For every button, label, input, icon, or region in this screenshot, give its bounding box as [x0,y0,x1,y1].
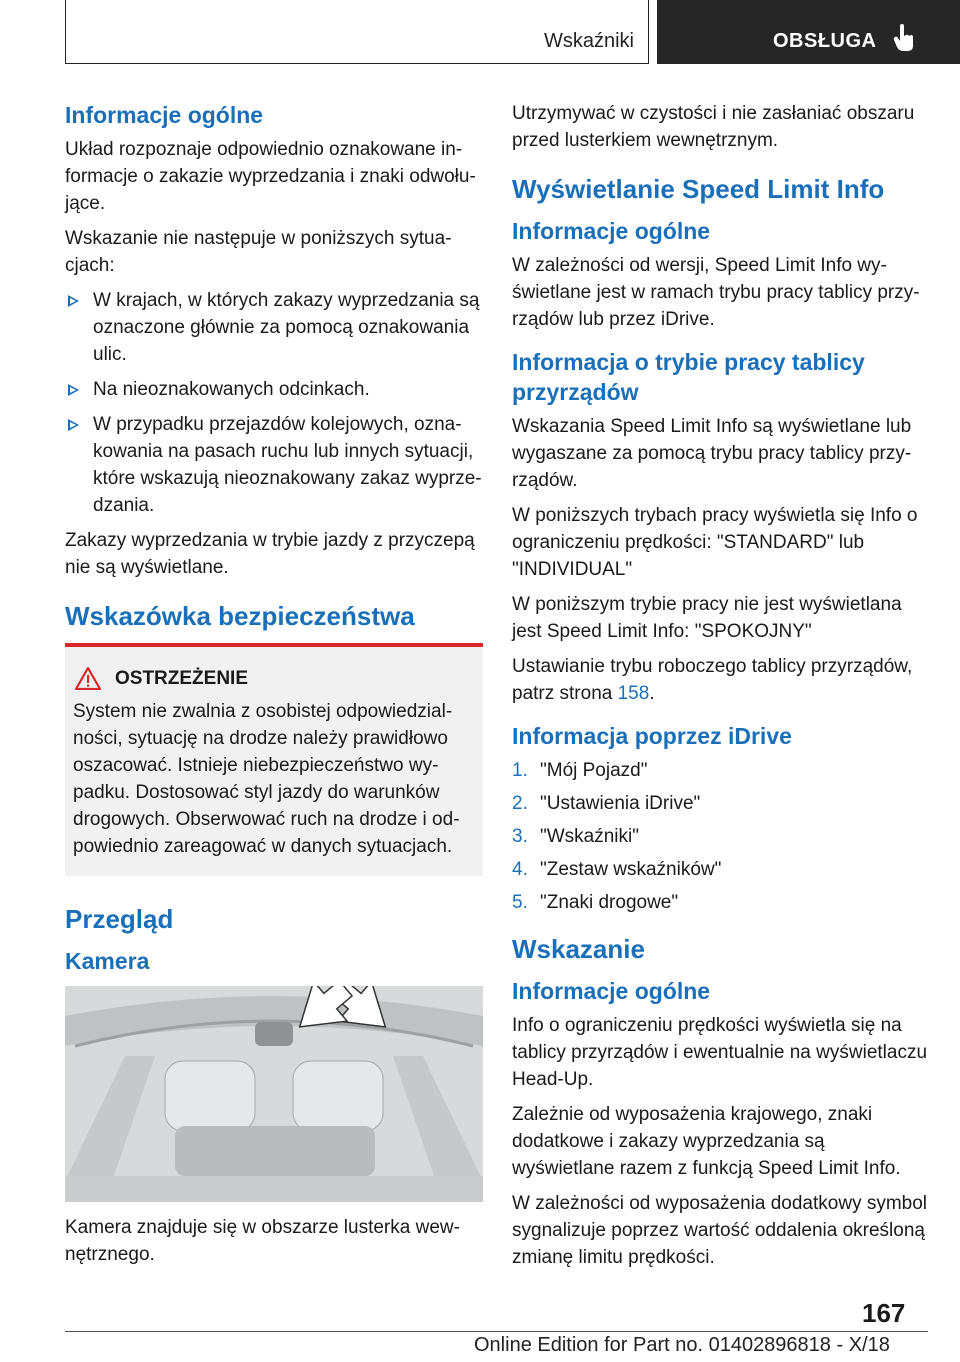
bullet-triangle-icon [68,384,79,396]
page-link[interactable]: 158 [617,683,650,704]
bullet-triangle-icon [68,295,79,307]
left-column [65,100,483,1276]
page-number: 167 [862,1298,906,1328]
step-number: 1. [512,760,528,781]
list-item-text: W krajach, w których zakazy wyprzedzania są oznaczone głównie za pomocą oznakowania ulic. [93,290,480,365]
hand-pointer-icon [893,24,915,52]
heading-idrive: Informacja poprzez iDrive [512,723,792,749]
footer-divider [65,1331,928,1332]
list-item [512,823,928,850]
paragraph: W zależności od wyposażenia dodatkowy symbol sygnalizuje poprzez wartość oddalenia określoną zmianę limitu prędkości. [512,1193,928,1268]
paragraph-text: Ustawianie trybu roboczego tablicy przyrządów, patrz strona [512,656,913,704]
step-number: 3. [512,826,528,847]
warning-triangle-icon [75,667,101,690]
section-tab [65,0,649,64]
step-text: "Wskaźniki" [540,826,639,847]
paragraph: W poniższych trybach pracy wyświetla się Info o ograniczeniu prędkości: "STANDARD" lub "INDIVIDUAL" [512,505,918,580]
step-text: "Ustawienia iDrive" [540,793,701,814]
list-item [65,411,483,519]
step-number: 4. [512,859,528,880]
heading-speed-limit-display: Wyświetlanie Speed Limit Info [512,174,885,204]
camera-location-photo [65,986,483,1202]
warning-text: System nie zwalnia z osobistej odpowiedzialności, sytuację na drodze należy prawidłowo oszacować. Istnieje niebezpieczeństwo wypadku. Dostosować styl jazdy do warunków drogowych. Obserwować ruch na drodze i odpowiednio zareagować w danych sytuacjach. [73,701,460,857]
step-text: "Zestaw wskaźników" [540,859,722,880]
section-title: Wskaźniki [543,30,634,52]
paragraph: W zależności od wersji, Speed Limit Info wyświetlane jest w ramach trybu pracy tablicy przyrządów lub przez iDrive. [512,255,920,330]
list-item [512,856,928,883]
warning-header [73,665,475,692]
heading-instrument-mode: Informacja o trybie pracy tablicy przyrządów [512,349,865,405]
list-item-text: W przypadku przejazdów kolejowych, oznakowania na pasach ruchu lub innych sytuacji, które wskazują nieoznakowany zakaz wyprzedzania. [93,414,482,516]
chapter-title: OBSŁUGA [773,30,877,52]
footer-edition: Online Edition for Part no. 01402896818 - X/18 [474,1334,890,1356]
step-number: 5. [512,892,528,913]
paragraph: Wskazania Speed Limit Info są wyświetlane lub wygaszane za pomocą trybu pracy tablicy przyrządów. [512,416,912,491]
heading-safety: Wskazówka bezpieczeństwa [65,601,415,631]
step-text: "Znaki drogowe" [540,892,679,913]
right-column [512,100,928,1279]
list-item [512,757,928,784]
caption: Kamera znajduje się w obszarze lusterka wewnętrznego. [65,1217,460,1265]
step-number: 2. [512,793,528,814]
list-item [65,376,483,403]
heading-camera: Kamera [65,948,150,974]
step-text: "Mój Pojazd" [540,760,648,781]
paragraph: Układ rozpoznaje odpowiednio oznakowane informacje o zakazie wyprzedzania i znaki odwołujące. [65,139,476,214]
paragraph: W poniższym trybie pracy nie jest wyświetlana jest Speed Limit Info: "SPOKOJNY" [512,594,902,642]
heading-general-info: Informacje ogólne [512,978,711,1004]
paragraph: Utrzymywać w czystości i nie zasłaniać obszaru przed lusterkiem wewnętrznym. [512,103,915,151]
list-item [512,790,928,817]
bullet-triangle-icon [68,419,79,431]
paragraph: Zależnie od wyposażenia krajowego, znaki dodatkowe i zakazy wyprzedzania są wyświetlane razem z funkcją Speed Limit Info. [512,1104,901,1179]
heading-general-info: Informacje ogólne [512,218,711,244]
list-item-text: Na nieoznakowanych odcinkach. [93,379,370,400]
warning-title: OSTRZEŻENIE [115,668,249,689]
list-item [65,287,483,368]
heading-overview: Przegląd [65,904,174,934]
list-item [512,889,928,916]
paragraph: Wskazanie nie następuje w poniższych sytuacjach: [65,228,452,276]
warning-box [65,643,483,876]
paragraph [512,653,928,707]
chapter-tab [657,0,960,64]
heading-general-info: Informacje ogólne [65,102,264,128]
paragraph: Zakazy wyprzedzania w trybie jazdy z przyczepą nie są wyświetlane. [65,530,475,578]
paragraph-end: . [649,683,655,704]
heading-indication: Wskazanie [512,934,645,964]
paragraph: Info o ograniczeniu prędkości wyświetla się na tablicy przyrządów i ewentualnie na wyświetlaczu Head-Up. [512,1015,928,1090]
